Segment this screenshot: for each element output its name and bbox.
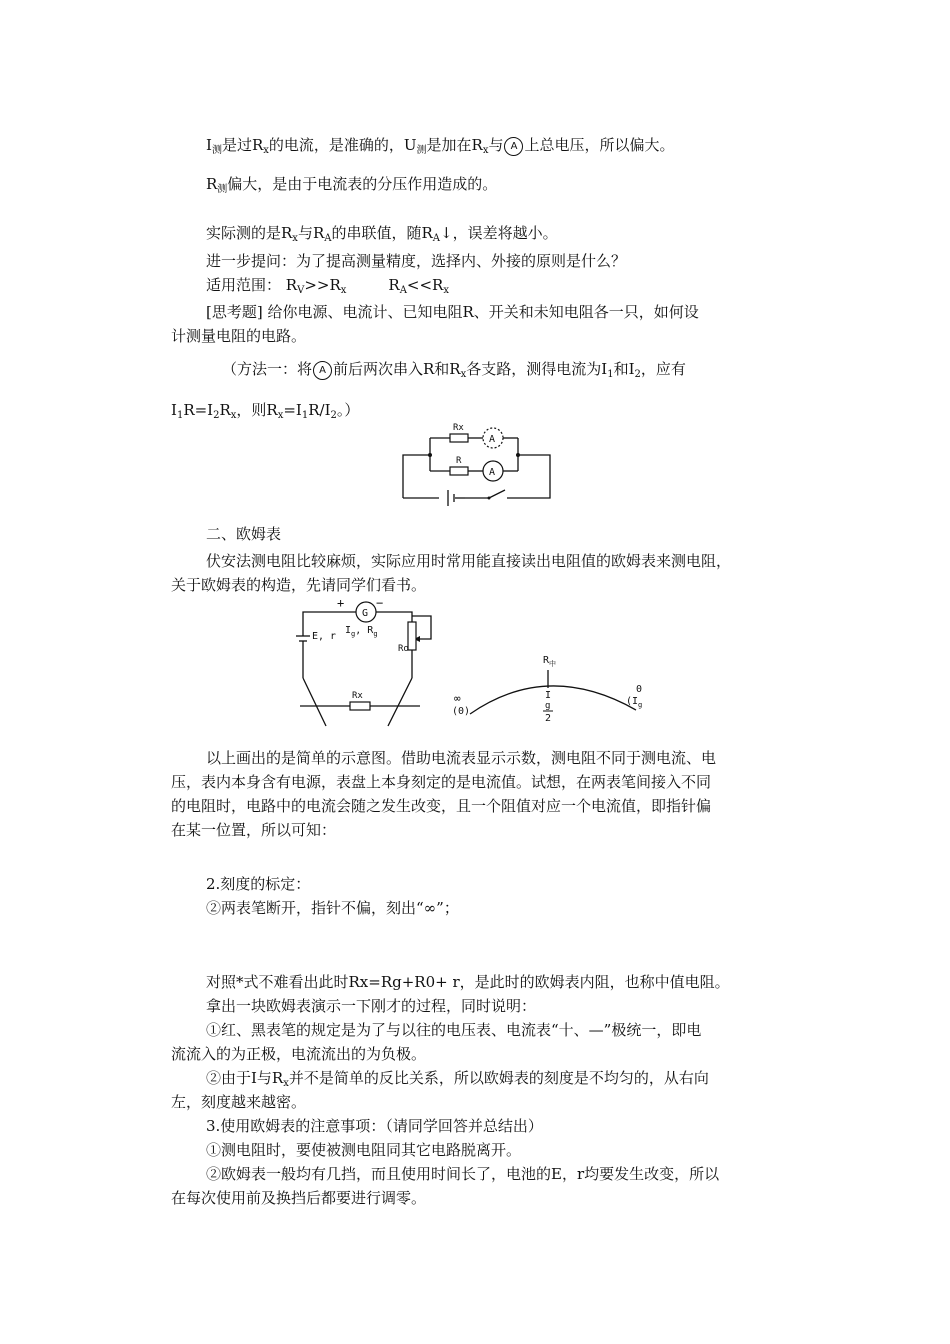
label-zero-left: (0) bbox=[452, 706, 471, 717]
ammeter-icon: A bbox=[313, 361, 332, 380]
label-r: R bbox=[456, 456, 462, 466]
para-ohmmeter-intro: 伏安法测电阻比较麻烦，实际应用时常用能直接读出电阻值的欧姆表来测电阻， bbox=[206, 552, 732, 570]
ammeter-icon: A bbox=[504, 137, 523, 156]
para-measured-current: $I_测$是过$R_x$的电流，是准确的，$U_测$是加在$R_x$与 A 上总电压，所以偏大。 bbox=[206, 136, 675, 156]
resistor-rx bbox=[350, 702, 370, 710]
parallel-circuit-diagram bbox=[395, 418, 555, 502]
para-sketch-explain-2: 压，表内本身含有电源，表盘上本身刻定的是电流值。试想，在两表笔间接入不同 bbox=[171, 773, 712, 791]
label-e-r: E, r bbox=[312, 631, 337, 642]
para-demo: 拿出一块欧姆表演示一下刚才的过程，同时说明： bbox=[206, 997, 537, 1015]
label-g: G bbox=[362, 608, 369, 619]
resistor-rx bbox=[450, 434, 468, 442]
label-minus: − bbox=[376, 596, 384, 610]
label-infinity: ∞ bbox=[454, 692, 461, 705]
label-r-mid: $R_中$ bbox=[543, 655, 557, 668]
label-rx: Rx bbox=[352, 691, 363, 701]
para-r-measured-large: $R_测$偏大，是由于电流表的分压作用造成的。 bbox=[206, 175, 498, 195]
label-ig-half-i: I bbox=[545, 690, 552, 701]
para-thinking-question-cont: 计测量电阻的电路。 bbox=[171, 327, 307, 345]
label-ig-half-2: 2 bbox=[545, 713, 552, 724]
para-nonuniform-scale: ②由于I与$R_x$并不是简单的反比关系，所以欧姆表的刻度是不均匀的，从右向 bbox=[206, 1069, 709, 1089]
para-disconnect: ①测电阻时，要使被测电阻同其它电路脱离开。 bbox=[206, 1141, 522, 1159]
para-usage-notes: 3.使用欧姆表的注意事项：（请同学回答并总结出） bbox=[206, 1117, 543, 1135]
para-zero-adjust: ②欧姆表一般均有几挡，而且使用时间长了，电池的E，r均要发生改变，所以 bbox=[206, 1165, 720, 1183]
para-lead-polarity: ①红、黑表笔的规定是为了与以往的电压表、电流表“十、—”极统一，即电 bbox=[206, 1021, 702, 1039]
label-ig-rg: $I_g$, $R_g$ bbox=[345, 625, 378, 638]
ohmmeter-scale-diagram bbox=[450, 652, 660, 732]
para-thinking-question: [思考题] 给你电源、电流计、已知电阻R、开关和未知电阻各一只，如何设 bbox=[206, 303, 699, 321]
para-method-one: （方法一：将 A 前后两次串入R和$R_x$各支路，测得电流为$I_1$和$I_2$，应有 bbox=[222, 360, 686, 380]
label-ig-right: ($I_g$ bbox=[626, 696, 643, 709]
para-sketch-explain-4: 在某一位置，所以可知： bbox=[171, 821, 337, 839]
para-sketch-explain-3: 的电阻时，电路中的电流会随之发生改变，且一个阻值对应一个电流值，即指针偏 bbox=[171, 797, 712, 815]
para-scale-calibration: 2.刻度的标定： bbox=[206, 875, 311, 893]
para-lead-polarity-cont: 流流入的为正极，电流流出的为负极。 bbox=[171, 1045, 427, 1063]
label-ammeter-dashed: A bbox=[489, 434, 496, 445]
para-sketch-explain: 以上画出的是简单的示意图。借助电流表显示示数，测电阻不同于测电流、电 bbox=[206, 749, 717, 767]
ohmmeter-circuit-diagram bbox=[298, 596, 450, 730]
para-further-question: 进一步提问：为了提高测量精度，选择内、外接的原则是什么？ bbox=[206, 252, 627, 270]
label-rx: Rx bbox=[453, 423, 464, 433]
label-ammeter: A bbox=[489, 467, 496, 478]
section-heading-ohmmeter: 二、欧姆表 bbox=[206, 525, 282, 543]
label-ig-half-g: g bbox=[545, 701, 551, 711]
para-zero-adjust-cont: 在每次使用前及换挡后都要进行调零。 bbox=[171, 1189, 427, 1207]
label-ro: Ro bbox=[398, 644, 409, 654]
rheostat-ro bbox=[408, 622, 416, 650]
resistor-r bbox=[450, 467, 468, 475]
label-plus: + bbox=[337, 596, 345, 610]
para-applicable-range: 适用范围： $R_V>>R_x$ $R_A<<R_x$ bbox=[206, 276, 449, 296]
para-formula: $I_1R=I_2R_x$，则$R_x=I_1R/I_2$。） bbox=[171, 401, 360, 421]
para-mid-resistance: 对照*式不难看出此时Rx=Rg+R0+ r，是此时的欧姆表内阻，也称中值电阻。 bbox=[206, 973, 730, 991]
para-nonuniform-scale-cont: 左，刻度越来越密。 bbox=[171, 1093, 307, 1111]
label-zero-right: 0 bbox=[636, 684, 643, 695]
para-open-leads: ②两表笔断开，指针不偏，刻出“∞”； bbox=[206, 899, 459, 917]
scale-arc bbox=[470, 686, 636, 714]
para-series-value: 实际测的是$R_x$与$R_A$的串联值，随$R_A↓$，误差将越小。 bbox=[206, 224, 558, 244]
para-ohmmeter-intro-cont: 关于欧姆表的构造，先请同学们看书。 bbox=[171, 576, 427, 594]
